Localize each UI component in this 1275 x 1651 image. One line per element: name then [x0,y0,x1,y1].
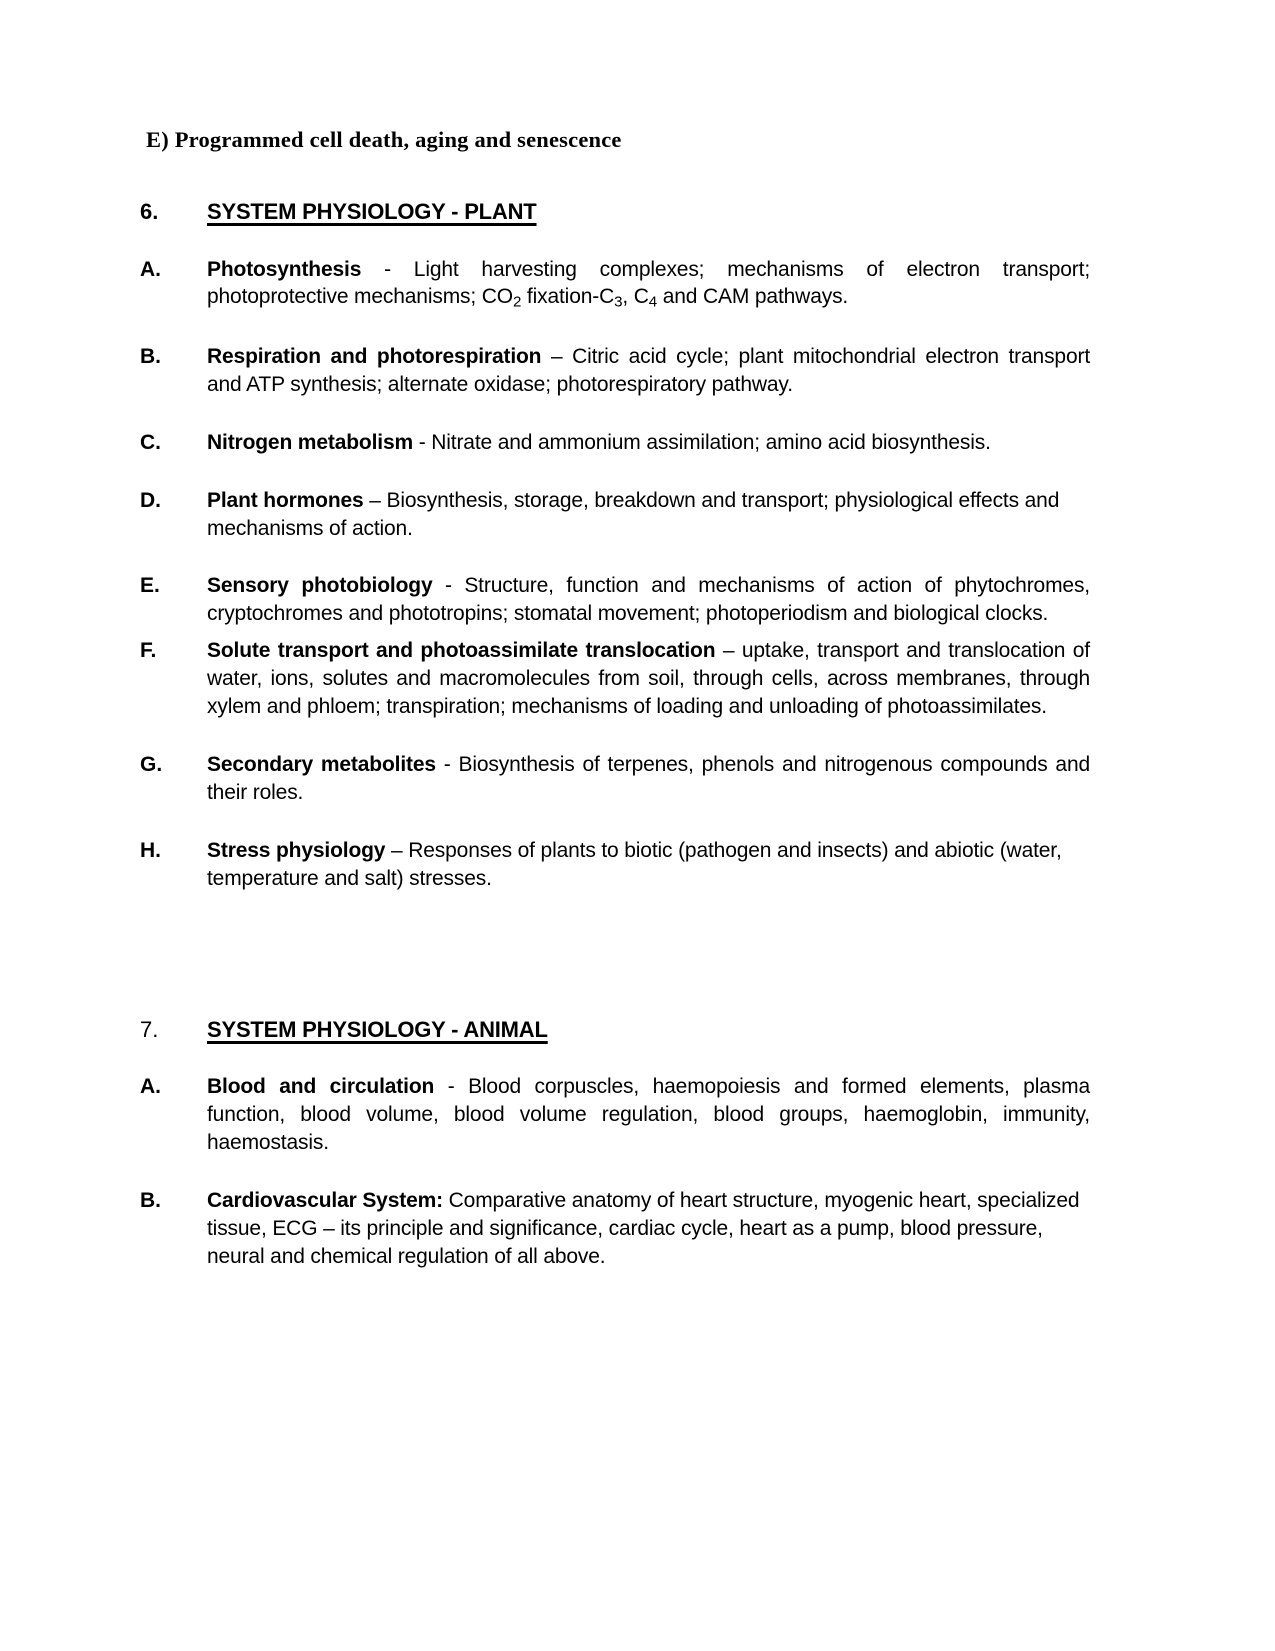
entry-text: uptake, transport and translocation of water, ions, solutes and macromolecules from soil, through cells, across membranes, through xylem and phloem; transpiration; mechanisms of loading and unloading of photoassimilates. [207,639,1090,719]
entry-separator: - [432,574,465,598]
entry-6-a [140,256,1090,313]
entry-body [207,1073,1090,1157]
entry-separator: – [715,639,742,663]
section-number: 6. [140,199,159,224]
entry-letter: F. [140,639,157,663]
entry-term: Respiration and photorespiration [207,344,542,368]
subscript-3: 3 [614,293,623,311]
entry-text-3: , C [622,285,649,309]
entry-body [207,751,1090,807]
entry-6-b [140,343,1090,399]
entry-term: Sensory photobiology [207,574,433,598]
entry-7-a [140,1073,1090,1157]
subscript-4: 4 [648,293,658,311]
entry-body [207,343,1090,399]
entry-text: Citric acid cycle; plant mitochondrial electron transport and ATP synthesis; alternate oxidase; photorespiratory pathway. [207,344,1091,396]
entry-6-f [140,637,1090,721]
entry-text-4: and CAM pathways. [657,285,849,309]
entry-body [207,837,1090,893]
entry-term: Nitrogen metabolism [207,430,414,454]
entry-letter: H. [140,838,161,862]
entry-body [207,1187,1090,1271]
entry-letter: B. [140,344,161,368]
entry-body [207,256,1090,313]
entry-letter: C. [140,430,161,454]
entry-term: Plant hormones [207,488,364,512]
entry-text-1: Light harvesting complexes; mechanisms of electron transport; photoprotective mechanisms; CO [207,257,1091,309]
entry-separator: - [361,257,414,281]
section-title: SYSTEM PHYSIOLOGY - PLANT [207,199,537,224]
entry-text: Blood corpuscles, haemopoiesis and formed elements, plasma function, blood volume, blood volume regulation, blood groups, haemoglobin, immunity, haemostasis. [207,1075,1090,1155]
entry-separator: - [413,430,432,454]
entry-separator: – [541,344,573,368]
entry-letter: E. [140,574,160,598]
entry-separator: – [385,838,409,862]
entry-separator: - [434,1075,469,1099]
intro-line: E) Programmed cell death, aging and senescence [146,127,622,152]
section-heading-7 [140,1016,1090,1044]
entry-6-c [140,429,1090,457]
section-number: 7. [140,1016,159,1042]
entry-7-b [140,1187,1090,1271]
entry-text: Biosynthesis, storage, breakdown and transport; physiological effects and mechanisms of action. [207,488,1060,540]
entry-term: Solute transport and photoassimilate translocation [207,639,716,663]
section-title: SYSTEM PHYSIOLOGY - ANIMAL [207,1016,548,1042]
entry-body [207,572,1090,628]
entry-text: Structure, function and mechanisms of action of phytochromes, cryptochromes and phototropins; stomatal movement; photoperiodism and biological clocks. [207,574,1090,626]
section-spacer [140,893,1090,971]
entry-letter: G. [140,753,163,777]
entry-text-2: fixation-C [521,285,615,309]
entry-letter: A. [140,257,161,281]
entry-term: Secondary metabolites [207,753,436,777]
entry-6-d [140,487,1090,543]
entry-body [207,429,1090,457]
entry-6-g [140,751,1090,807]
entry-letter: A. [140,1075,161,1099]
entry-term: Photosynthesis [207,257,362,281]
entry-separator: - [435,753,459,777]
entry-body [207,487,1090,543]
subscript-2: 2 [512,293,522,311]
entry-6-e [140,572,1090,628]
entry-letter: B. [140,1189,161,1213]
entry-term: Blood and circulation [207,1075,435,1099]
entry-text: Comparative anatomy of heart structure, myogenic heart, specialized tissue, ECG – its principle and significance, cardiac cycle, heart as a pump, blood pressure, neural and chemical regulation of all above. [207,1189,1080,1268]
entry-separator: – [363,488,387,512]
entry-body [207,637,1090,721]
section-heading-6 [140,198,1090,226]
entry-6-h [140,837,1090,893]
entry-text: Biosynthesis of terpenes, phenols and nitrogenous compounds and their roles. [207,753,1090,804]
entry-term: Stress physiology [207,838,386,862]
entry-letter: D. [140,488,161,512]
entry-text: Responses of plants to biotic (pathogen and insects) and abiotic (water, temperature and salt) stresses. [207,838,1062,890]
entry-text: Nitrate and ammonium assimilation; amino acid biosynthesis. [431,430,991,454]
entry-term: Cardiovascular System: [207,1189,443,1213]
